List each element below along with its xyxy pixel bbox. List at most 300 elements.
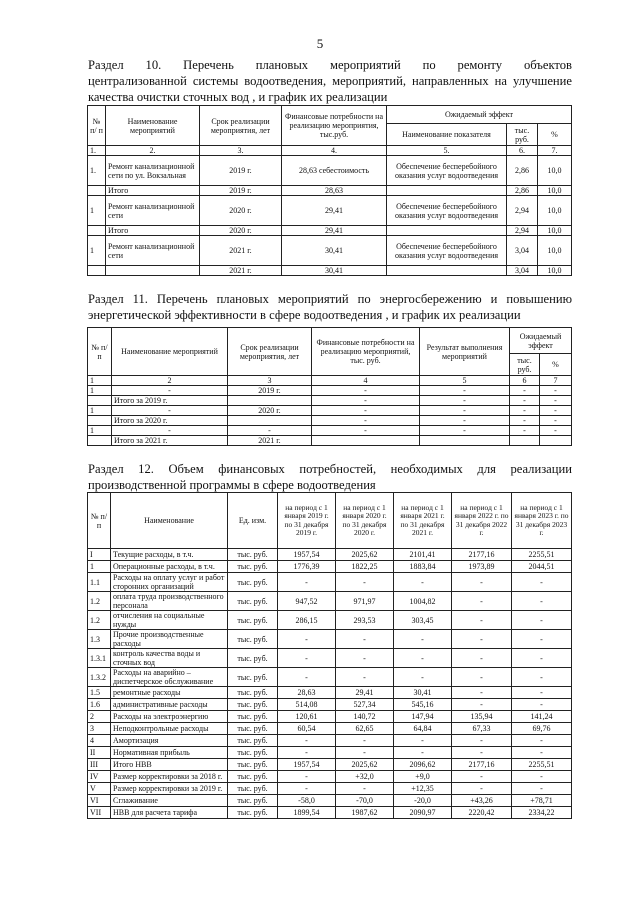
section12-title-line: производственной программы в сфере водоотведения [88,478,376,492]
row-value: 2255,51 [512,549,572,561]
row-value: - [336,649,394,668]
row-value: - [336,735,394,747]
row-name: Текущие расходы, в т.ч. [111,549,228,561]
index-cell: 3 [228,376,312,386]
row-value: 2101,41 [394,549,452,561]
row-value: 2025,62 [336,759,394,771]
index-cell: 5 [420,376,510,386]
row-name: Расходы на электроэнергию [111,711,228,723]
row-value: - [394,573,452,592]
row-name: оплата труда производственного персонала [111,592,228,611]
row-period: 2019 г. [228,386,312,396]
row-finance: 30,41 [282,236,387,266]
row-result: - [420,416,510,426]
row-value: - [452,783,512,795]
row-value: - [512,573,572,592]
row-value: -58,0 [278,795,336,807]
row-num: 1.2 [88,592,111,611]
row-unit: тыс. руб. [228,807,278,819]
row-value: - [336,630,394,649]
row-name: Итого за 2019 г. [112,396,228,406]
section11-title-line: энергетической эффективности в сфере водоотведения , и график их реализации [88,308,521,322]
row-value: - [512,771,572,783]
header-num: № п/ п [88,106,106,146]
row-finance: - [312,386,420,396]
row-period [228,416,312,426]
row-value: 303,45 [394,611,452,630]
row-unit: тыс. руб. [228,723,278,735]
index-cell: 6 [510,376,540,386]
table-row [88,687,572,699]
row-name [106,266,200,276]
row-num: 1 [88,196,106,226]
row-pct: - [540,416,572,426]
index-cell: 7 [540,376,572,386]
row-period: 2021 г. [200,266,282,276]
row-num: 1.6 [88,699,111,711]
index-cell: 4 [312,376,420,386]
index-cell: 1. [88,146,106,156]
row-result [420,436,510,446]
row-thous: 3,04 [507,236,538,266]
row-name: Операционные расходы, в т.ч. [111,561,228,573]
header-finance: Финансовые потребности на реализацию мероприятия, тыс.руб. [282,106,387,146]
header-pct: % [538,124,572,146]
row-value: - [452,735,512,747]
header-name: Наименование [111,493,228,549]
row-value: - [512,630,572,649]
row-value: 1822,25 [336,561,394,573]
row-num [88,226,106,236]
table-row [88,807,572,819]
header-unit: Ед. изм. [228,493,278,549]
row-value: - [336,573,394,592]
row-num: IV [88,771,111,783]
row-pct [540,436,572,446]
row-value: - [512,699,572,711]
row-value: +32,0 [336,771,394,783]
index-cell: 3. [200,146,282,156]
row-num [88,396,112,406]
row-value: 971,97 [336,592,394,611]
row-name: Прочие производственные расходы [111,630,228,649]
header-effect: Ожидаемый эффект [510,328,572,354]
table-row [88,186,572,196]
row-num: 1 [88,386,112,396]
table-row [88,723,572,735]
row-value: - [336,668,394,687]
row-finance: - [312,396,420,406]
index-cell: 4. [282,146,387,156]
row-num: 1 [88,236,106,266]
row-name: - [112,426,228,436]
row-value: - [452,573,512,592]
row-unit: тыс. руб. [228,735,278,747]
header-indicator: Наименование показателя [387,124,507,146]
header-period: на период с 1 января 2019 г. по 31 декабря 2019 г. [278,493,336,549]
section12-table [87,492,572,819]
row-value: - [278,649,336,668]
row-unit: тыс. руб. [228,592,278,611]
row-value: - [512,592,572,611]
row-unit: тыс. руб. [228,711,278,723]
row-num: 2 [88,711,111,723]
row-pct: 10,0 [538,226,572,236]
table-row [88,592,572,611]
row-value: 545,16 [394,699,452,711]
row-value: - [452,687,512,699]
row-finance: - [312,406,420,416]
row-period [228,396,312,406]
row-name: Итого [106,226,200,236]
row-result: - [420,406,510,416]
row-value: - [512,735,572,747]
row-value: 69,76 [512,723,572,735]
row-result: - [420,386,510,396]
row-pct: 10,0 [538,266,572,276]
row-pct: - [540,386,572,396]
row-value: 947,52 [278,592,336,611]
row-unit: тыс. руб. [228,611,278,630]
index-cell: 2 [112,376,228,386]
row-period: 2019 г. [200,156,282,186]
row-thous: 2,94 [507,226,538,236]
row-value: 1973,89 [452,561,512,573]
section12-title [88,461,572,493]
row-finance: - [312,426,420,436]
row-thous: 3,04 [507,266,538,276]
row-value: - [452,699,512,711]
row-num: 1 [88,406,112,416]
row-value: - [512,649,572,668]
row-value: - [278,573,336,592]
row-name: Амортизация [111,735,228,747]
row-value: 29,41 [336,687,394,699]
row-pct: 10,0 [538,186,572,196]
row-unit: тыс. руб. [228,668,278,687]
row-value: 2096,62 [394,759,452,771]
table-row [88,561,572,573]
row-unit: тыс. руб. [228,630,278,649]
row-name: - [112,406,228,416]
row-value: 28,63 [278,687,336,699]
row-value: - [336,747,394,759]
table-row [88,630,572,649]
row-value: 64,84 [394,723,452,735]
header-num: № п/п [88,493,111,549]
row-value: - [452,668,512,687]
row-result: - [420,426,510,436]
row-value: - [452,649,512,668]
section12-body [88,549,572,819]
row-value: 286,15 [278,611,336,630]
section11-table [87,327,572,446]
header-effect: Ожидаемый эффект [387,106,572,124]
row-value: - [394,747,452,759]
row-thous: 2,86 [507,156,538,186]
row-pct: - [540,426,572,436]
row-num: 1.3 [88,630,111,649]
header-thous: тыс. руб. [510,354,540,376]
row-value: - [452,592,512,611]
row-value: - [394,668,452,687]
row-name: - [112,386,228,396]
row-value: 1957,54 [278,549,336,561]
row-value: 1776,39 [278,561,336,573]
row-value: - [278,668,336,687]
row-value: - [452,611,512,630]
row-thous: - [510,396,540,406]
row-value: 30,41 [394,687,452,699]
header-name: Наименование мероприятий [112,328,228,376]
section10-title-line: централизованной системы водоотведения, мероприятий, направленных на улучшение [88,74,572,88]
row-finance: 29,41 [282,226,387,236]
row-period: 2021 г. [228,436,312,446]
row-finance: 30,41 [282,266,387,276]
section12-title-line: Раздел 12. Объем финансовых потребностей, необходимых для реализации [88,462,572,476]
row-value: 514,08 [278,699,336,711]
row-value: - [512,668,572,687]
row-value: 293,53 [336,611,394,630]
row-indicator: Обеспечение бесперебойного оказания услуг водоотведения [387,156,507,186]
row-value: - [394,630,452,649]
row-num [88,266,106,276]
row-unit: тыс. руб. [228,795,278,807]
header-name: Наименование мероприятий [106,106,200,146]
row-result: - [420,396,510,406]
row-name: Нормативная прибыль [111,747,228,759]
row-name: ремонтные расходы [111,687,228,699]
section11-title [88,291,572,323]
row-name: Итого НВВ [111,759,228,771]
row-num [88,186,106,196]
table-row [88,416,572,426]
row-finance: 28,63 себестоимость [282,156,387,186]
table-row [88,699,572,711]
row-name: Размер корректировки за 2019 г. [111,783,228,795]
row-num [88,436,112,446]
row-finance [312,436,420,446]
row-num: 1.5 [88,687,111,699]
row-finance: 28,63 [282,186,387,196]
row-value: - [512,611,572,630]
row-name: Итого за 2020 г. [112,416,228,426]
table-row [88,611,572,630]
row-value: - [452,747,512,759]
row-value: 1004,82 [394,592,452,611]
header-period: Срок реализации мероприятия, лет [200,106,282,146]
header-pct: % [540,354,572,376]
row-value: 2177,16 [452,549,512,561]
table-row [88,735,572,747]
row-value: 120,61 [278,711,336,723]
row-num: 1.1 [88,573,111,592]
row-name: Итого за 2021 г. [112,436,228,446]
row-value: - [278,735,336,747]
row-num: III [88,759,111,771]
row-indicator [387,186,507,196]
index-cell: 5. [387,146,507,156]
row-num: 4 [88,735,111,747]
row-value: - [278,747,336,759]
row-value: - [278,630,336,649]
row-finance: 29,41 [282,196,387,226]
row-pct: - [540,406,572,416]
row-name: административные расходы [111,699,228,711]
row-indicator: Обеспечение бесперебойного оказания услуг водоотведения [387,196,507,226]
row-num: 3 [88,723,111,735]
table-row [88,386,572,396]
row-name: Размер корректировки за 2018 г. [111,771,228,783]
row-value: 2255,51 [512,759,572,771]
index-cell: 1 [88,376,112,386]
table-row [88,668,572,687]
row-num: 1. [88,156,106,186]
section10-title-line: качества очистки сточных вод , и график их реализации [88,90,388,104]
row-value: -20,0 [394,795,452,807]
row-value: 2090,97 [394,807,452,819]
row-period: 2020 г. [228,406,312,416]
row-thous: - [510,386,540,396]
row-pct: 10,0 [538,156,572,186]
index-cell: 7. [538,146,572,156]
row-thous: - [510,426,540,436]
row-name: Ремонт канализационной сети [106,196,200,226]
table-row [88,783,572,795]
row-value: 2220,42 [452,807,512,819]
row-num: II [88,747,111,759]
index-row [88,376,572,386]
row-thous: - [510,416,540,426]
row-thous [510,436,540,446]
row-value: - [512,687,572,699]
index-cell: 6. [507,146,538,156]
row-name: Неподконтрольные расходы [111,723,228,735]
table-row [88,436,572,446]
row-unit: тыс. руб. [228,561,278,573]
table-row [88,396,572,406]
row-thous: 2,94 [507,196,538,226]
row-num [88,416,112,426]
row-value: - [512,783,572,795]
row-name: Ремонт канализационной сети по ул. Вокзальная [106,156,200,186]
header-period: на период с 1 января 2022 г. по 31 декабря 2022 г. [452,493,512,549]
row-value: 60,54 [278,723,336,735]
row-value: +43,26 [452,795,512,807]
row-period: - [228,426,312,436]
section10-table [87,105,572,276]
row-value: - [394,735,452,747]
section10-title [88,57,572,105]
row-period: 2021 г. [200,236,282,266]
header-period: на период с 1 января 2023 г. по 31 декабря 2023 г. [512,493,572,549]
row-period: 2019 г. [200,186,282,196]
table-row [88,771,572,783]
row-pct: - [540,396,572,406]
row-value: 527,34 [336,699,394,711]
row-unit: тыс. руб. [228,687,278,699]
header-finance: Финансовые потребности на реализацию мероприятий, тыс. руб. [312,328,420,376]
row-value: - [336,783,394,795]
table-row [88,549,572,561]
row-value: 62,65 [336,723,394,735]
header-thous: тыс. руб. [507,124,538,146]
header-period: на период с 1 января 2020 г. по 31 декабря 2020 г. [336,493,394,549]
row-pct: 10,0 [538,236,572,266]
row-name: НВВ для расчета тарифа [111,807,228,819]
row-value: - [452,771,512,783]
row-value: - [278,771,336,783]
row-value: 1987,62 [336,807,394,819]
row-num: I [88,549,111,561]
row-name: Расходы на оплату услуг и работ сторонних организаций [111,573,228,592]
index-cell: 2. [106,146,200,156]
row-indicator [387,226,507,236]
row-unit: тыс. руб. [228,649,278,668]
row-period: 2020 г. [200,226,282,236]
row-value: 1899,54 [278,807,336,819]
row-unit: тыс. руб. [228,759,278,771]
row-pct: 10,0 [538,196,572,226]
row-name: Расходы на аварийно – диспетчерское обслуживание [111,668,228,687]
row-num: 1.3.2 [88,668,111,687]
row-value: 1883,84 [394,561,452,573]
row-value: +78,71 [512,795,572,807]
row-thous: 2,86 [507,186,538,196]
row-value: 2334,22 [512,807,572,819]
section11-title-line: Раздел 11. Перечень плановых мероприятий по энергосбережению и повышению [88,292,572,306]
table-row [88,711,572,723]
row-num: VI [88,795,111,807]
row-period: 2020 г. [200,196,282,226]
row-value: - [278,783,336,795]
table-row [88,406,572,416]
row-indicator: Обеспечение бесперебойного оказания услуг водоотведения [387,236,507,266]
row-unit: тыс. руб. [228,699,278,711]
row-value: +12,35 [394,783,452,795]
row-name: Ремонт канализационной сети [106,236,200,266]
table-row [88,795,572,807]
row-value: - [394,649,452,668]
row-value: 2025,62 [336,549,394,561]
row-value: 141,24 [512,711,572,723]
row-unit: тыс. руб. [228,771,278,783]
row-value: 147,94 [394,711,452,723]
row-unit: тыс. руб. [228,549,278,561]
header-num: № п/п [88,328,112,376]
row-value: 1957,54 [278,759,336,771]
row-finance: - [312,416,420,426]
table-row [88,573,572,592]
row-name: Сглаживание [111,795,228,807]
row-value: - [452,630,512,649]
row-value: 135,94 [452,711,512,723]
row-num: 1.2 [88,611,111,630]
header-result: Результат выполнения мероприятий [420,328,510,376]
table-row [88,226,572,236]
row-num: V [88,783,111,795]
row-num: VII [88,807,111,819]
row-value: 2044,51 [512,561,572,573]
table-row [88,236,572,266]
header-period: Срок реализации мероприятия, лет [228,328,312,376]
row-value: - [512,747,572,759]
page-number: 5 [316,36,324,51]
row-num: 1 [88,561,111,573]
row-unit: тыс. руб. [228,573,278,592]
row-unit: тыс. руб. [228,747,278,759]
table-row [88,759,572,771]
